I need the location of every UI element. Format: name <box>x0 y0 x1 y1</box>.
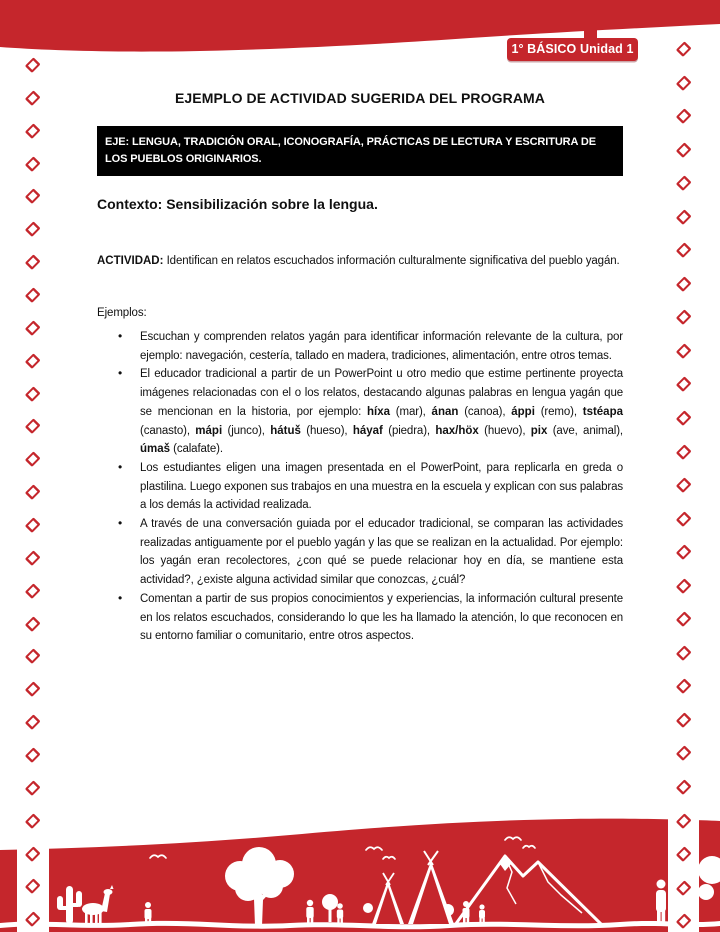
diamond-icon <box>26 287 41 302</box>
unit-badge: 1° BÁSICO Unidad 1 <box>507 38 638 61</box>
diamond-icon <box>677 410 692 425</box>
ornament-column-left <box>27 60 39 924</box>
diamond-icon <box>677 846 692 861</box>
bullet-text: Escuchan y comprenden relatos yagán para identificar información relevante de la cultura, por ejemplo: navegación, cestería, tallado en madera, tradiciones, alimentación, entre otros temas. <box>140 331 623 362</box>
diamond-icon <box>677 578 692 593</box>
actividad-label: ACTIVIDAD: <box>97 255 164 267</box>
diamond-icon <box>26 452 41 467</box>
bullet-icon: • <box>118 459 123 474</box>
diamond-icon <box>677 712 692 727</box>
diamond-icon <box>26 386 41 401</box>
diamond-icon <box>677 243 692 258</box>
diamond-icon <box>677 41 692 56</box>
diamond-icon <box>26 747 41 762</box>
diamond-icon <box>26 156 41 171</box>
diamond-icon <box>26 353 41 368</box>
diamond-icon <box>677 477 692 492</box>
diamond-icon <box>26 90 41 105</box>
diamond-icon <box>26 583 41 598</box>
bullet-text: A través de una conversación guiada por el educador tradicional, se comparan las actividades realizadas antiguamente por el pueblo yagán y las que se realizan en la actualidad. Por ejemplo: los yagán eran recolectores, ¿con qué se puede relacionar hoy en día, se mantiene esta actividad?, ¿existe alguna actividad similar que conozcas, ¿cuál? <box>140 518 623 587</box>
actividad-paragraph <box>97 252 623 272</box>
list-item <box>97 515 623 590</box>
footer-landscape-graphic <box>0 812 720 932</box>
ejemplos-label: Ejemplos: <box>97 307 147 319</box>
diamond-icon <box>677 75 692 90</box>
bullet-text: Comentan a partir de sus propios conocimientos y experiencias, la información cultural presente en los relatos escuchados, considerando lo que les ha llamado la atención, lo que reconocen en su entorno familiar o comunitario, entre otros aspectos. <box>140 592 623 643</box>
bullet-icon: • <box>118 516 123 531</box>
actividad-text: Identifican en relatos escuchados información culturalmente significativa del pueblo yagán. <box>166 255 620 267</box>
diamond-icon <box>26 813 41 828</box>
bullet-icon: • <box>118 329 123 343</box>
diamond-icon <box>677 377 692 392</box>
diamond-icon <box>677 645 692 660</box>
diamond-icon <box>677 310 692 325</box>
diamond-icon <box>677 343 692 358</box>
eje-banner: EJE: LENGUA, TRADICIÓN ORAL, ICONOGRAFÍA, PRÁCTICAS DE LECTURA Y ESCRITURA DE LOS PUEBLOS ORIGINARIOS. <box>97 126 623 176</box>
diamond-icon <box>677 880 692 895</box>
diamond-icon <box>26 780 41 795</box>
diamond-icon <box>677 276 692 291</box>
diamond-icon <box>677 444 692 459</box>
bullet-icon: • <box>118 590 123 605</box>
diamond-icon <box>26 517 41 532</box>
contexto-heading: Contexto: Sensibilización sobre la lengua. <box>97 196 378 212</box>
diamond-icon <box>677 813 692 828</box>
diamond-icon <box>677 209 692 224</box>
diamond-icon <box>26 616 41 631</box>
list-item <box>97 459 623 515</box>
diamond-icon <box>677 175 692 190</box>
diamond-icon <box>26 649 41 664</box>
bullet-text: El educador tradicional a partir de un PowerPoint u otro medio que estime pertinente proyecta imágenes relacionadas con el o los relatos, destacando algunas palabras en lengua yagán que se mencionan en la historia, por ejemplo: híxa (mar), ánan (canoa), áppi (remo), tstéapa (canasto), mápi (junco), hátuš (hueso), háyaf (piedra), hax/höx (huevo), pix (ave, animal), úmaš (calafate). <box>140 368 624 456</box>
diamond-icon <box>677 511 692 526</box>
diamond-icon <box>26 682 41 697</box>
diamond-icon <box>677 142 692 157</box>
diamond-icon <box>677 544 692 559</box>
ornament-column-right <box>678 44 690 926</box>
diamond-icon <box>26 846 41 861</box>
list-item <box>97 328 623 365</box>
page-title: EJEMPLO DE ACTIVIDAD SUGERIDA DEL PROGRAMA <box>174 90 546 106</box>
diamond-icon <box>26 879 41 894</box>
bullet-icon: • <box>118 366 123 381</box>
diamond-icon <box>677 612 692 627</box>
diamond-icon <box>677 746 692 761</box>
bullet-text: Los estudiantes eligen una imagen presentada en el PowerPoint, para replicarla en greda o plastilina. Luego exponen sus trabajos en una muestra en la escuela y explican con sus palabras a los demás la actividad realizada. <box>140 461 623 512</box>
diamond-icon <box>677 679 692 694</box>
footer-wave-shape <box>0 819 720 932</box>
ejemplos-bullet-list <box>97 328 623 646</box>
diamond-icon <box>26 254 41 269</box>
diamond-icon <box>677 108 692 123</box>
list-item <box>97 590 623 646</box>
diamond-icon <box>26 550 41 565</box>
diamond-icon <box>26 222 41 237</box>
diamond-icon <box>26 484 41 499</box>
list-item <box>97 365 623 459</box>
diamond-icon <box>26 57 41 72</box>
diamond-icon <box>677 779 692 794</box>
diamond-icon <box>26 189 41 204</box>
diamond-icon <box>26 419 41 434</box>
diamond-icon <box>26 714 41 729</box>
diamond-icon <box>26 320 41 335</box>
diamond-icon <box>26 123 41 138</box>
